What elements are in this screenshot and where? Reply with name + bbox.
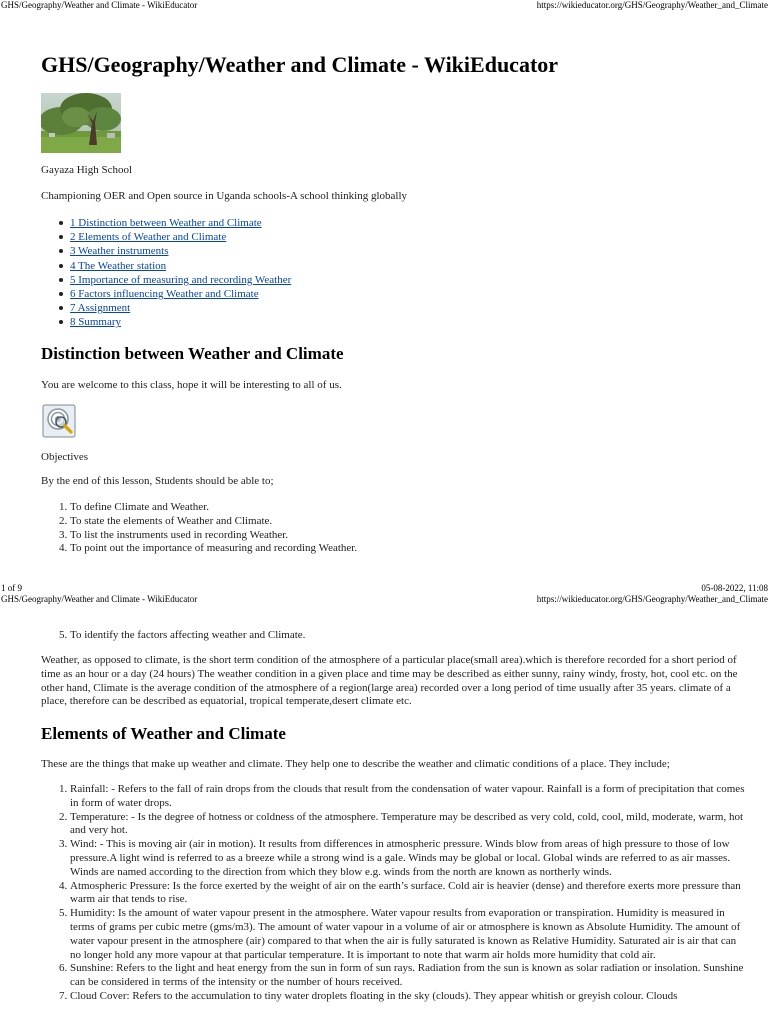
element-item-cloud-cover: 7. Cloud Cover: Refers to the accumulation to tiny water droplets floating in the sky (clouds). They appear whitish or greyish colour. Clouds [70, 990, 748, 1004]
toc-link-importance[interactable]: 5 Importance of measuring and recording Weather [70, 273, 292, 286]
toc-link-station[interactable]: 4 The Weather station [70, 259, 167, 272]
element-item-humidity: 5. Humidity: Is the amount of water vapour present in the atmosphere. Water vapour results from evaporation or transpiration. Humidity is measured in terms of grams per cubic metre (gms/m3). The amount of water vapour in a volume of air or atmosphere is known as Absolute Humidity. The amount of water vapour present in the atmosphere (air) compared to that when the air is fully saturated is known as Relative Humidity. Saturated air is air that can no longer hold any more vapour at that particular temperature. It is important to note that warm air holds more humidity that cold air. [70, 907, 748, 962]
print-header-title: GHS/Geography/Weather and Climate - WikiEducator [1, 0, 198, 10]
element-item-rainfall: 1. Rainfall: - Refers to the fall of rain drops from the clouds that result from the condensation of water vapour. Rainfall is a form of precipitation that comes in form of water drops. [70, 783, 748, 811]
toc-link-factors[interactable]: 6 Factors influencing Weather and Climate [70, 288, 259, 301]
toc-link-assignment[interactable]: 7 Assignment [70, 302, 131, 315]
page1-title-block [41, 52, 748, 78]
objectives-intro-block [41, 475, 748, 489]
element-item-sunshine: 6. Sunshine: Refers to the light and heat energy from the sun in form of sun rays. Radiation from the sun is known as solar radiation or insolation. Sunshine can be considered in terms of the intensity or the number of hours received. [70, 962, 748, 990]
section-elements [41, 724, 748, 744]
toc-item [70, 259, 748, 273]
objective-item: 2. To state the elements of Weather and Climate. [70, 515, 748, 529]
motto-block [41, 190, 748, 204]
toc-item [70, 230, 748, 244]
toc-item [70, 301, 748, 315]
target-magnifier-icon [42, 404, 76, 438]
element-item-temperature: 2. Temperature: - Is the degree of hotness or coldness of the atmosphere. Temperature may be described as very cold, cold, cool, mild, moderate, warm, hot and very hot. [70, 811, 748, 839]
elements-list [41, 783, 748, 1004]
objectives-label-block [41, 451, 748, 465]
section-distinction [41, 344, 748, 364]
school-motto: Championing OER and Open source in Uganda schools-A school thinking globally [41, 190, 408, 202]
print-timestamp: 05-08-2022, 11:08 [701, 583, 768, 593]
welcome-block [41, 379, 748, 393]
print-header-title: GHS/Geography/Weather and Climate - WikiEducator [1, 594, 198, 604]
school-name: Gayaza High School [41, 164, 133, 176]
toc-item [70, 315, 748, 329]
toc-link-distinction[interactable]: 1 Distinction between Weather and Climate [70, 217, 262, 229]
section-heading-distinction: Distinction between Weather and Climate [41, 344, 344, 363]
objective-item: 1. To define Climate and Weather. [70, 501, 748, 515]
toc-item [70, 244, 748, 258]
objective-item: 5. To identify the factors affecting weather and Climate. [70, 629, 748, 643]
objectives-intro: By the end of this lesson, Students should be able to; [41, 475, 274, 487]
objectives-list-continued [41, 629, 748, 643]
elements-intro-block [41, 758, 748, 772]
print-header-url: https://wikieducator.org/GHS/Geography/Weather_and_Climate [536, 594, 768, 604]
elements-intro: These are the things that make up weather and climate. They help one to describe the weather and climatic conditions of a place. They include; [41, 758, 670, 770]
objective-item: 3. To list the instruments used in recording Weather. [70, 529, 748, 543]
toc-link-elements[interactable]: 2 Elements of Weather and Climate [70, 231, 227, 244]
toc-item [70, 216, 748, 230]
page-title: GHS/Geography/Weather and Climate - WikiEducator [41, 52, 559, 77]
toc-link-instruments[interactable]: 3 Weather instruments [70, 245, 169, 258]
weather-definition-paragraph: Weather, as opposed to climate, is the short term condition of the atmosphere of a particular place(small area).which is therefore recorded for a short period of time as an hour or a day (24 hours) The weather condition in a given place and time may be described as either sunny, rainy windy, frosty, hot, cool etc. on the other hand, Climate is the average condition of the atmosphere of a region(large area) recorded over a long period of time usually after 35 years. climate of a place, therefore can be described as equatorial, tropical temperate,desert climate etc. [41, 654, 738, 708]
welcome-text: You are welcome to this class, hope it will be interesting to all of us. [41, 379, 342, 391]
toc-item [70, 273, 748, 287]
objectives-list [41, 501, 748, 556]
school-tree-photo [41, 93, 121, 153]
objective-item: 4. To point out the importance of measuring and recording Weather. [70, 542, 748, 556]
toc-link-summary[interactable]: 8 Summary [70, 316, 122, 329]
weather-definition-block [41, 654, 748, 709]
page-number: 1 of 9 [1, 583, 22, 593]
section-heading-elements: Elements of Weather and Climate [41, 724, 286, 743]
element-item-wind: 3. Wind: - This is moving air (air in motion). It results from differences in atmospheric pressure. Winds blow from areas of high pressure to those of low pressure.A light wind is referred to as a breeze while a strong wind is a gale. Winds may be global or local. Global winds are referred to as air masses. Winds are named according to the direction from which they blow e.g. winds from the north are known as northerly winds. [70, 838, 748, 879]
school-info [41, 164, 748, 178]
objectives-label: Objectives [41, 451, 89, 463]
table-of-contents [41, 216, 748, 330]
element-item-pressure: 4. Atmospheric Pressure: Is the force exerted by the weight of air on the earth’s surface. Cold air is heavier (dense) and therefore exerts more pressure than warm air that tends to rise. [70, 880, 748, 908]
toc-item [70, 287, 748, 301]
print-header-url: https://wikieducator.org/GHS/Geography/Weather_and_Climate [536, 0, 768, 10]
